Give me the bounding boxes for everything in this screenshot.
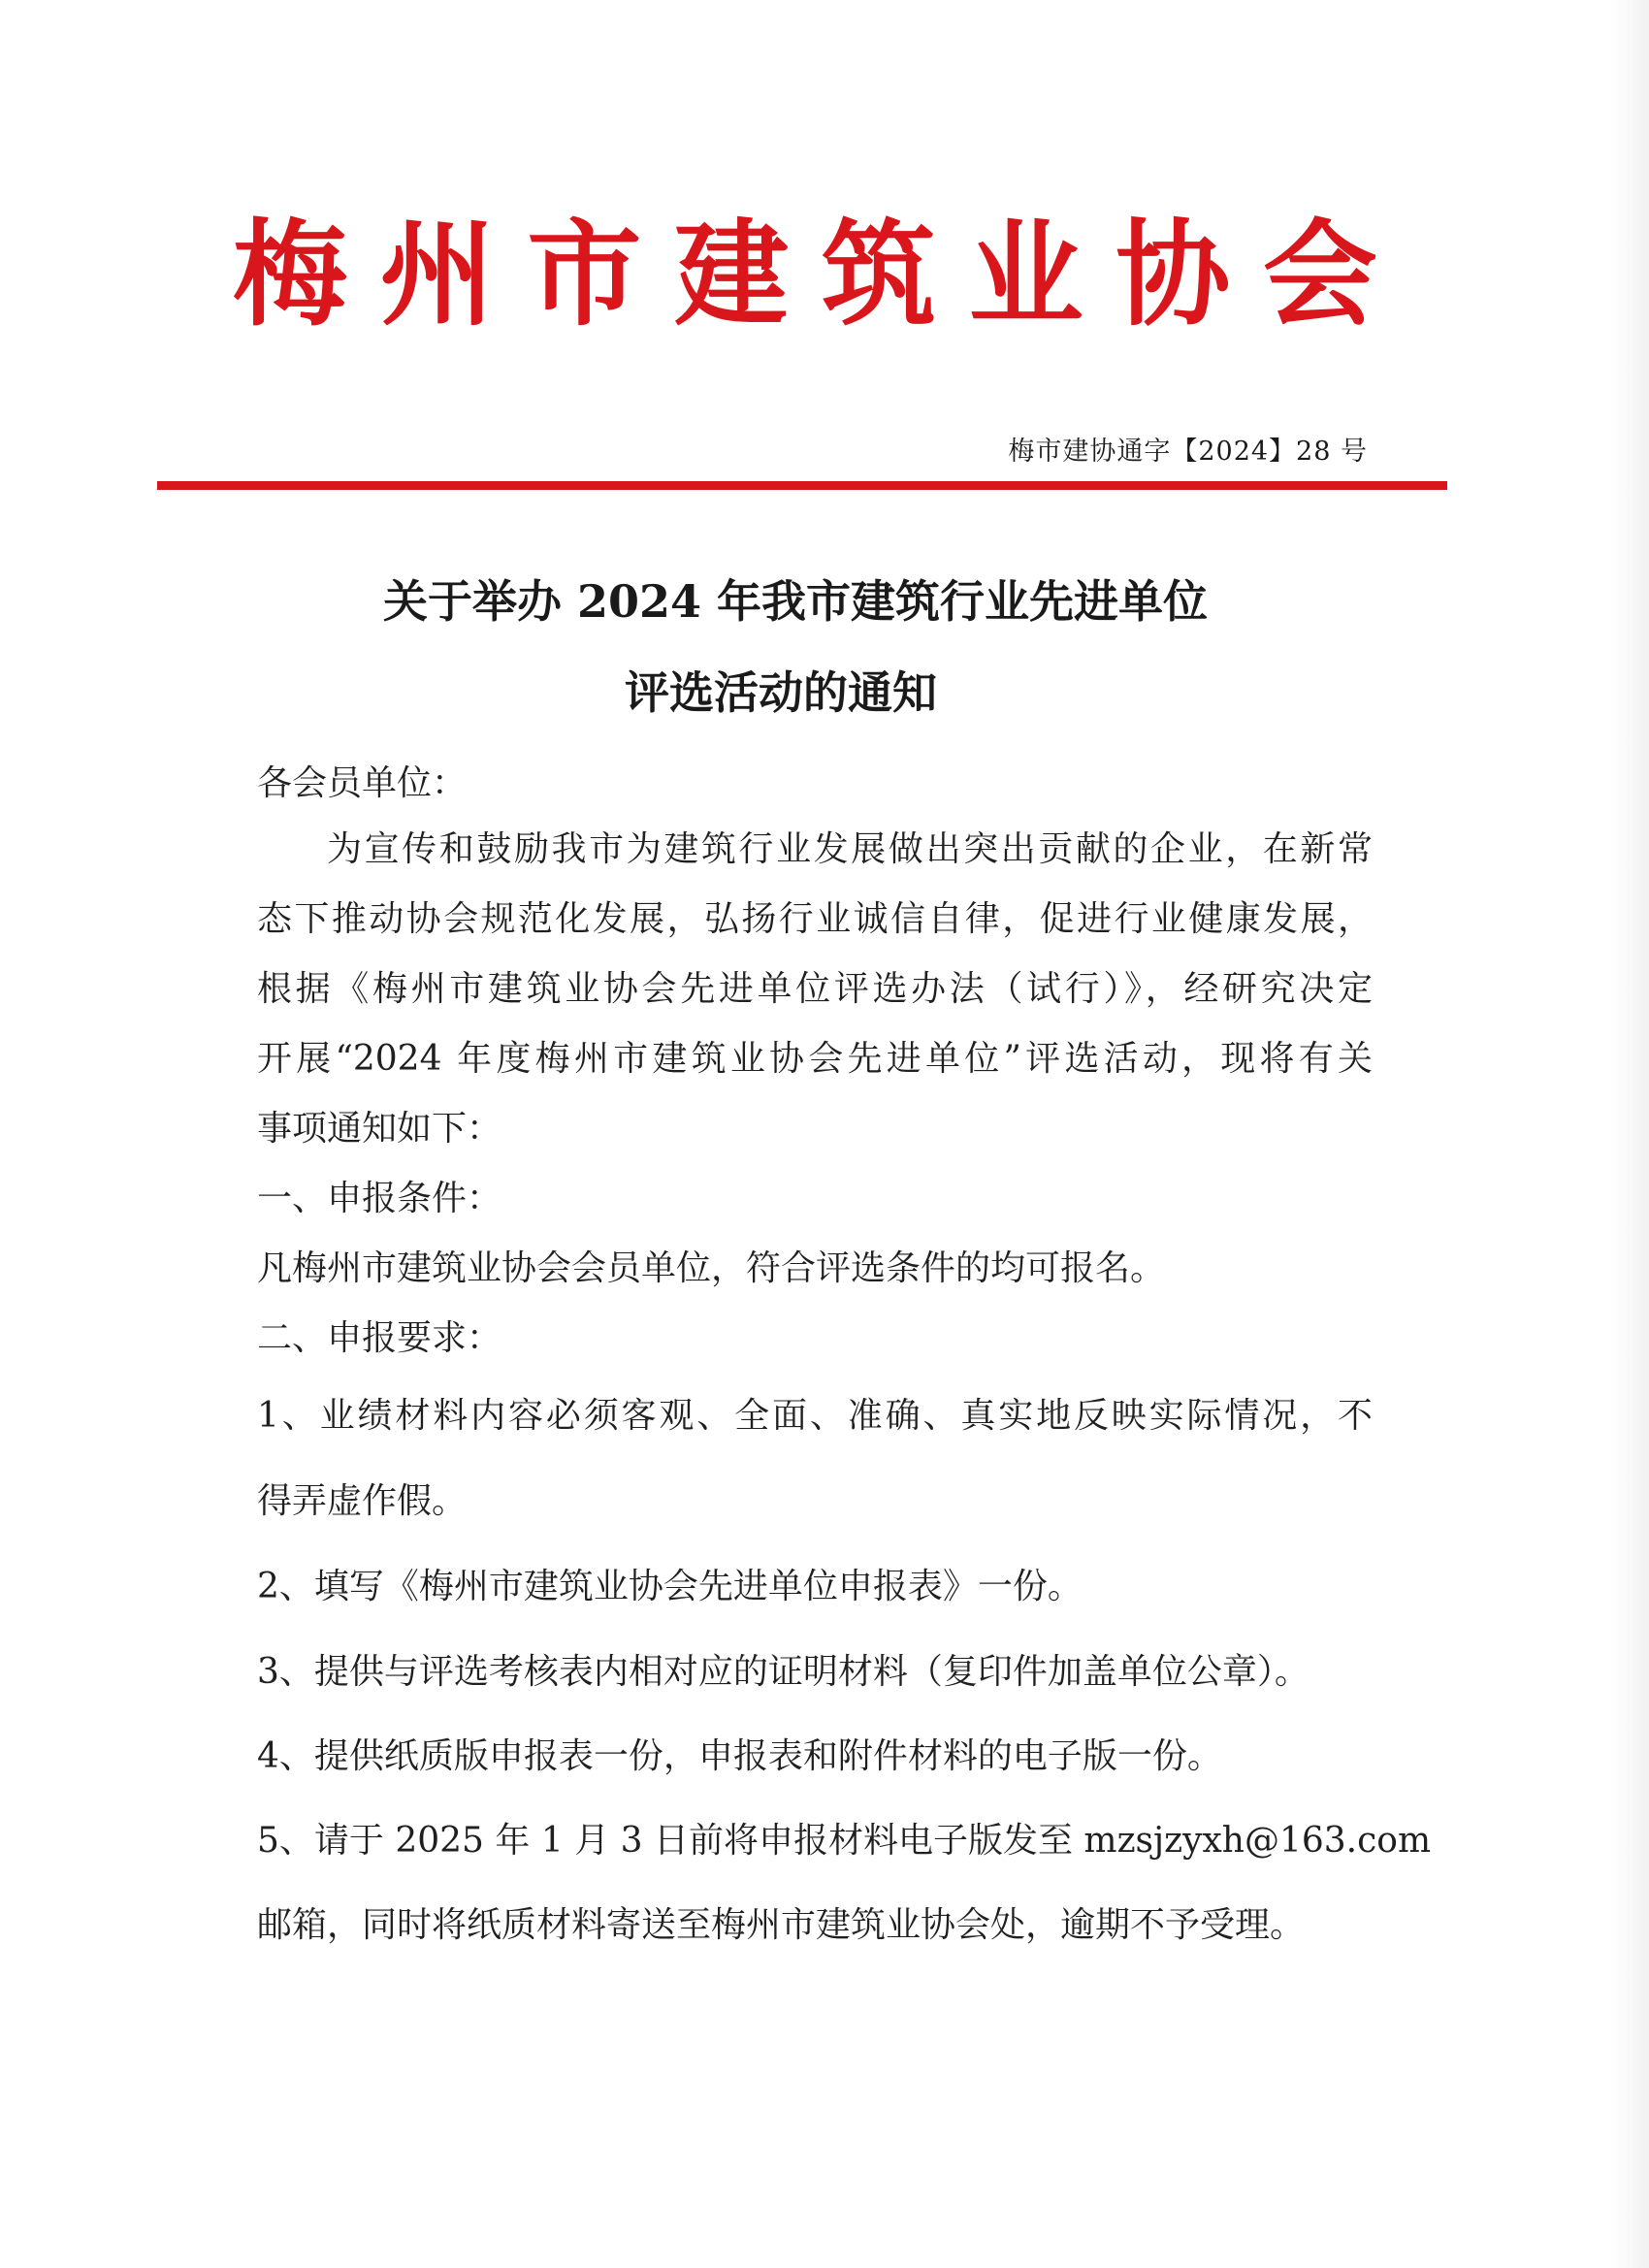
page-edge-shadow (1610, 0, 1649, 2268)
organization-header (233, 202, 1377, 347)
requirement-1-line-1: 1、业绩材料内容必须客观、全面、准确、真实地反映实际情况，不 (257, 1396, 1373, 1436)
section-2-heading: 二、申报要求： (257, 1318, 502, 1358)
intro-paragraph-line: 开展“2024 年度梅州市建筑业协会先进单位”评选活动，现将有关 (257, 1039, 1373, 1079)
section-1-text: 凡梅州市建筑业协会会员单位，符合评选条件的均可报名。 (257, 1248, 1166, 1288)
notice-title-line-2: 评选活动的通知 (625, 666, 937, 719)
notice-title-line-1: 关于举办 2024 年我市建筑行业先进单位 (382, 575, 1209, 628)
intro-paragraph-line: 为宣传和鼓励我市为建筑行业发展做出突出贡献的企业，在新常 (327, 829, 1373, 869)
organization-char: 建 (674, 208, 790, 341)
organization-char: 市 (527, 208, 642, 341)
organization-char: 协 (1116, 208, 1231, 341)
requirement-5-line-1: 5、请于 2025 年 1 月 3 日前将申报材料电子版发至 mzsjzyxh@163.com (257, 1821, 1432, 1861)
section-1-heading: 一、申报条件： (257, 1179, 502, 1218)
intro-paragraph-line: 事项通知如下： (257, 1109, 502, 1149)
organization-char: 会 (1262, 208, 1377, 341)
organization-char: 筑 (821, 208, 936, 341)
salutation: 各会员单位： (257, 763, 468, 803)
requirement-1-line-2: 得弄虚作假。 (257, 1481, 468, 1521)
document-number: 梅市建协通字【2024】28 号 (1008, 437, 1368, 467)
organization-char: 业 (968, 208, 1083, 341)
header-divider (157, 481, 1447, 490)
intro-paragraph-line: 根据《梅州市建筑业协会先进单位评选办法（试行）》，经研究决定 (257, 969, 1373, 1009)
requirement-4: 4、提供纸质版申报表一份，申报表和附件材料的电子版一份。 (257, 1736, 1222, 1776)
requirement-3: 3、提供与评选考核表内相对应的证明材料（复印件加盖单位公章）。 (257, 1652, 1310, 1692)
requirement-5-line-2: 邮箱，同时将纸质材料寄送至梅州市建筑业协会处，逾期不予受理。 (257, 1905, 1306, 1945)
requirement-2: 2、填写《梅州市建筑业协会先进单位申报表》一份。 (257, 1567, 1083, 1606)
intro-paragraph-line: 态下推动协会规范化发展，弘扬行业诚信自律，促进行业健康发展， (257, 899, 1373, 939)
organization-char: 梅 (233, 208, 348, 341)
organization-char: 州 (379, 208, 495, 341)
